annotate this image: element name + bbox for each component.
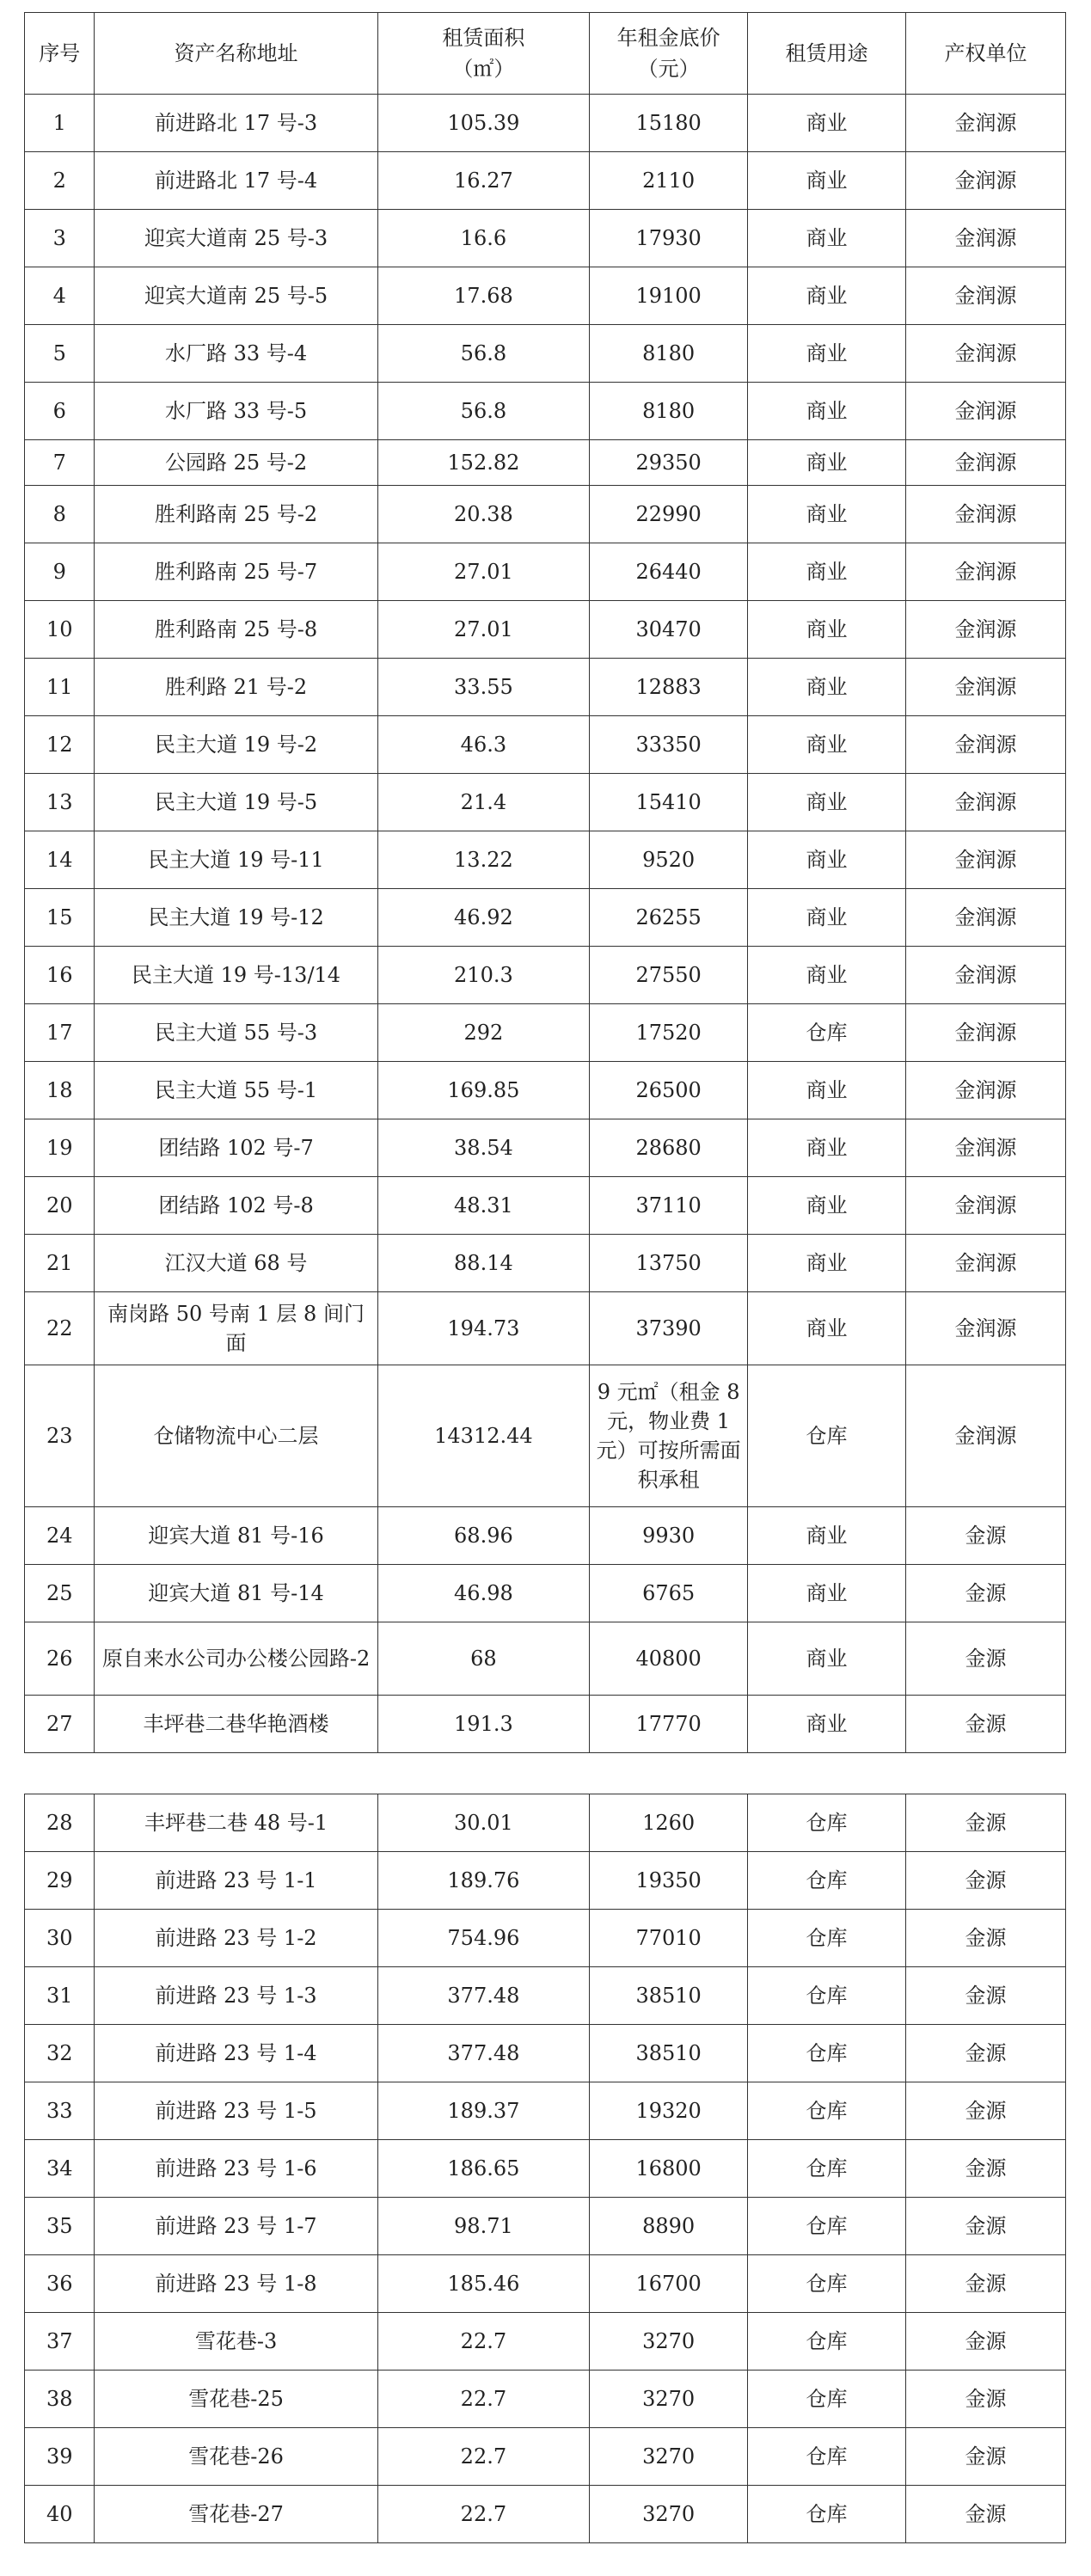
cell-name: 雪花巷-25: [95, 2371, 377, 2428]
cell-owner: 金源: [905, 1967, 1065, 2025]
cell-area: 105.39: [377, 95, 590, 152]
cell-name: 民主大道 55 号-1: [95, 1062, 377, 1119]
cell-rent: 17930: [590, 210, 748, 267]
cell-owner: 金源: [905, 2313, 1065, 2371]
cell-name: 水厂路 33 号-5: [95, 383, 377, 440]
cell-usage: 商业: [748, 889, 906, 947]
cell-name: 民主大道 19 号-2: [95, 716, 377, 774]
cell-name: 前进路北 17 号-3: [95, 95, 377, 152]
header-rent-line1: 年租金底价: [616, 26, 720, 50]
cell-name: 丰坪巷二巷华艳酒楼: [95, 1696, 377, 1753]
cell-no: 1: [25, 95, 95, 152]
cell-rent: 17520: [590, 1004, 748, 1062]
cell-rent: 9930: [590, 1507, 748, 1565]
cell-owner: 金源: [905, 2486, 1065, 2543]
cell-rent: 3270: [590, 2428, 748, 2486]
cell-no: 12: [25, 716, 95, 774]
cell-no: 4: [25, 267, 95, 325]
cell-rent: 19100: [590, 267, 748, 325]
cell-owner: 金源: [905, 2082, 1065, 2140]
cell-usage: 仓库: [748, 1967, 906, 2025]
cell-usage: 商业: [748, 95, 906, 152]
cell-owner: 金源: [905, 1696, 1065, 1753]
cell-rent: 26500: [590, 1062, 748, 1119]
cell-no: 34: [25, 2140, 95, 2198]
cell-name: 民主大道 19 号-12: [95, 889, 377, 947]
header-area-line1: 租赁面积: [442, 26, 525, 50]
cell-area: 38.54: [377, 1119, 590, 1177]
cell-rent: 26440: [590, 543, 748, 601]
cell-area: 754.96: [377, 1910, 590, 1967]
cell-no: 20: [25, 1177, 95, 1235]
cell-name: 前进路 23 号 1-1: [95, 1852, 377, 1910]
table-row: [25, 2313, 1066, 2371]
cell-usage: 商业: [748, 1177, 906, 1235]
cell-rent: 9 元㎡（租金 8 元，物业费 1 元）可按所需面积承租: [590, 1365, 748, 1507]
cell-usage: 商业: [748, 152, 906, 210]
table-row: [25, 2371, 1066, 2428]
cell-usage: 仓库: [748, 2371, 906, 2428]
cell-rent: 3270: [590, 2313, 748, 2371]
cell-no: 8: [25, 486, 95, 543]
cell-area: 56.8: [377, 383, 590, 440]
cell-rent: 26255: [590, 889, 748, 947]
cell-no: 38: [25, 2371, 95, 2428]
cell-rent: 37390: [590, 1292, 748, 1365]
cell-no: 25: [25, 1565, 95, 1622]
cell-no: 36: [25, 2255, 95, 2313]
table-row: [25, 486, 1066, 543]
cell-no: 7: [25, 440, 95, 486]
cell-owner: 金润源: [905, 152, 1065, 210]
cell-rent: 37110: [590, 1177, 748, 1235]
cell-no: 9: [25, 543, 95, 601]
cell-usage: 仓库: [748, 1852, 906, 1910]
cell-usage: 商业: [748, 486, 906, 543]
cell-area: 189.37: [377, 2082, 590, 2140]
cell-name: 前进路 23 号 1-7: [95, 2198, 377, 2255]
cell-usage: 仓库: [748, 1794, 906, 1852]
cell-area: 14312.44: [377, 1365, 590, 1507]
cell-name: 雪花巷-27: [95, 2486, 377, 2543]
cell-usage: 商业: [748, 716, 906, 774]
cell-no: 33: [25, 2082, 95, 2140]
cell-no: 27: [25, 1696, 95, 1753]
table-row: [25, 325, 1066, 383]
cell-area: 17.68: [377, 267, 590, 325]
cell-owner: 金润源: [905, 1062, 1065, 1119]
cell-name: 迎宾大道 81 号-16: [95, 1507, 377, 1565]
cell-rent: 12883: [590, 659, 748, 716]
cell-usage: 商业: [748, 1696, 906, 1753]
cell-usage: 商业: [748, 1507, 906, 1565]
table-row: [25, 267, 1066, 325]
cell-area: 22.7: [377, 2313, 590, 2371]
cell-no: 18: [25, 1062, 95, 1119]
table-row: [25, 2198, 1066, 2255]
cell-no: 6: [25, 383, 95, 440]
table-header-row: [25, 13, 1066, 95]
cell-rent: 8180: [590, 325, 748, 383]
cell-rent: 30470: [590, 601, 748, 659]
table-row: [25, 831, 1066, 889]
cell-name: 前进路 23 号 1-2: [95, 1910, 377, 1967]
cell-no: 35: [25, 2198, 95, 2255]
cell-name: 前进路 23 号 1-4: [95, 2025, 377, 2082]
cell-usage: 仓库: [748, 1004, 906, 1062]
cell-no: 14: [25, 831, 95, 889]
cell-name: 胜利路南 25 号-8: [95, 601, 377, 659]
header-rent: [590, 13, 748, 95]
table-row: [25, 2082, 1066, 2140]
cell-name: 前进路 23 号 1-3: [95, 1967, 377, 2025]
cell-owner: 金源: [905, 2140, 1065, 2198]
cell-no: 29: [25, 1852, 95, 1910]
cell-name: 江汉大道 68 号: [95, 1235, 377, 1292]
cell-area: 30.01: [377, 1794, 590, 1852]
cell-name: 前进路 23 号 1-6: [95, 2140, 377, 2198]
cell-rent: 8890: [590, 2198, 748, 2255]
cell-usage: 仓库: [748, 2486, 906, 2543]
table-row: [25, 2255, 1066, 2313]
cell-area: 22.7: [377, 2371, 590, 2428]
cell-usage: 商业: [748, 774, 906, 831]
cell-owner: 金润源: [905, 1177, 1065, 1235]
cell-owner: 金润源: [905, 659, 1065, 716]
cell-area: 377.48: [377, 2025, 590, 2082]
table-row: [25, 659, 1066, 716]
cell-owner: 金润源: [905, 889, 1065, 947]
cell-no: 11: [25, 659, 95, 716]
header-usage: 租赁用途: [748, 13, 906, 95]
cell-area: 13.22: [377, 831, 590, 889]
cell-no: 5: [25, 325, 95, 383]
cell-name: 民主大道 19 号-5: [95, 774, 377, 831]
cell-usage: 商业: [748, 267, 906, 325]
cell-owner: 金润源: [905, 486, 1065, 543]
table-row: [25, 2140, 1066, 2198]
cell-name: 迎宾大道南 25 号-3: [95, 210, 377, 267]
cell-usage: 商业: [748, 325, 906, 383]
cell-no: 26: [25, 1622, 95, 1696]
cell-owner: 金润源: [905, 210, 1065, 267]
cell-area: 48.31: [377, 1177, 590, 1235]
cell-area: 292: [377, 1004, 590, 1062]
cell-area: 27.01: [377, 601, 590, 659]
cell-usage: 商业: [748, 1292, 906, 1365]
header-no: 序号: [25, 13, 95, 95]
table-row: [25, 774, 1066, 831]
cell-area: 22.7: [377, 2428, 590, 2486]
cell-rent: 2110: [590, 152, 748, 210]
cell-usage: 商业: [748, 383, 906, 440]
cell-rent: 19320: [590, 2082, 748, 2140]
cell-owner: 金源: [905, 2025, 1065, 2082]
table-row: [25, 2428, 1066, 2486]
table-row: [25, 1004, 1066, 1062]
cell-area: 27.01: [377, 543, 590, 601]
cell-owner: 金润源: [905, 1292, 1065, 1365]
cell-owner: 金润源: [905, 947, 1065, 1004]
table-row: [25, 1852, 1066, 1910]
table-row: [25, 1235, 1066, 1292]
cell-no: 16: [25, 947, 95, 1004]
cell-usage: 商业: [748, 831, 906, 889]
header-name: 资产名称地址: [95, 13, 377, 95]
cell-usage: 商业: [748, 659, 906, 716]
cell-rent: 6765: [590, 1565, 748, 1622]
table-row: [25, 440, 1066, 486]
cell-owner: 金源: [905, 2428, 1065, 2486]
cell-no: 30: [25, 1910, 95, 1967]
cell-area: 186.65: [377, 2140, 590, 2198]
cell-rent: 29350: [590, 440, 748, 486]
cell-owner: 金润源: [905, 543, 1065, 601]
cell-owner: 金润源: [905, 325, 1065, 383]
cell-usage: 仓库: [748, 2428, 906, 2486]
cell-usage: 仓库: [748, 2198, 906, 2255]
cell-name: 南岗路 50 号南 1 层 8 间门面: [95, 1292, 377, 1365]
cell-owner: 金源: [905, 1565, 1065, 1622]
header-rent-line2: （元）: [637, 57, 700, 81]
cell-name: 雪花巷-26: [95, 2428, 377, 2486]
cell-area: 21.4: [377, 774, 590, 831]
cell-rent: 22990: [590, 486, 748, 543]
cell-name: 仓储物流中心二层: [95, 1365, 377, 1507]
table-row: [25, 1177, 1066, 1235]
cell-area: 185.46: [377, 2255, 590, 2313]
cell-rent: 27550: [590, 947, 748, 1004]
cell-no: 17: [25, 1004, 95, 1062]
cell-name: 民主大道 55 号-3: [95, 1004, 377, 1062]
header-area-line2: （㎡）: [452, 57, 515, 81]
cell-owner: 金源: [905, 1794, 1065, 1852]
cell-usage: 商业: [748, 210, 906, 267]
table-row: [25, 1696, 1066, 1753]
cell-name: 丰坪巷二巷 48 号-1: [95, 1794, 377, 1852]
table-row: [25, 1794, 1066, 1852]
cell-owner: 金润源: [905, 1004, 1065, 1062]
cell-no: 23: [25, 1365, 95, 1507]
cell-rent: 15410: [590, 774, 748, 831]
cell-rent: 33350: [590, 716, 748, 774]
cell-rent: 77010: [590, 1910, 748, 1967]
cell-usage: 商业: [748, 1119, 906, 1177]
cell-owner: 金源: [905, 1852, 1065, 1910]
cell-usage: 仓库: [748, 2313, 906, 2371]
table-row: [25, 383, 1066, 440]
cell-rent: 3270: [590, 2371, 748, 2428]
table-row: [25, 152, 1066, 210]
cell-rent: 38510: [590, 1967, 748, 2025]
cell-name: 前进路 23 号 1-5: [95, 2082, 377, 2140]
cell-owner: 金润源: [905, 601, 1065, 659]
cell-name: 前进路北 17 号-4: [95, 152, 377, 210]
cell-area: 189.76: [377, 1852, 590, 1910]
cell-owner: 金润源: [905, 774, 1065, 831]
table-row: [25, 210, 1066, 267]
cell-area: 210.3: [377, 947, 590, 1004]
cell-area: 56.8: [377, 325, 590, 383]
cell-area: 20.38: [377, 486, 590, 543]
cell-name: 胜利路南 25 号-2: [95, 486, 377, 543]
cell-rent: 8180: [590, 383, 748, 440]
table-row: [25, 1507, 1066, 1565]
table-row: [25, 1622, 1066, 1696]
cell-no: 19: [25, 1119, 95, 1177]
cell-owner: 金润源: [905, 267, 1065, 325]
cell-usage: 商业: [748, 601, 906, 659]
cell-no: 3: [25, 210, 95, 267]
cell-no: 40: [25, 2486, 95, 2543]
table-row: [25, 601, 1066, 659]
cell-owner: 金源: [905, 2371, 1065, 2428]
table-row: [25, 2486, 1066, 2543]
cell-name: 迎宾大道南 25 号-5: [95, 267, 377, 325]
cell-rent: 13750: [590, 1235, 748, 1292]
cell-owner: 金源: [905, 2255, 1065, 2313]
cell-owner: 金源: [905, 1622, 1065, 1696]
cell-area: 33.55: [377, 659, 590, 716]
cell-rent: 16800: [590, 2140, 748, 2198]
cell-owner: 金源: [905, 2198, 1065, 2255]
cell-area: 46.92: [377, 889, 590, 947]
cell-no: 39: [25, 2428, 95, 2486]
cell-usage: 商业: [748, 947, 906, 1004]
cell-owner: 金润源: [905, 383, 1065, 440]
cell-usage: 仓库: [748, 2025, 906, 2082]
cell-no: 37: [25, 2313, 95, 2371]
cell-usage: 商业: [748, 543, 906, 601]
cell-usage: 仓库: [748, 1365, 906, 1507]
table-row: [25, 1565, 1066, 1622]
cell-area: 46.98: [377, 1565, 590, 1622]
cell-owner: 金润源: [905, 95, 1065, 152]
cell-area: 16.6: [377, 210, 590, 267]
table-row: [25, 95, 1066, 152]
cell-area: 152.82: [377, 440, 590, 486]
cell-no: 32: [25, 2025, 95, 2082]
cell-area: 377.48: [377, 1967, 590, 2025]
cell-name: 迎宾大道 81 号-14: [95, 1565, 377, 1622]
table-row: [25, 1292, 1066, 1365]
cell-usage: 仓库: [748, 2255, 906, 2313]
cell-usage: 仓库: [748, 2140, 906, 2198]
cell-rent: 19350: [590, 1852, 748, 1910]
cell-area: 98.71: [377, 2198, 590, 2255]
cell-usage: 商业: [748, 1565, 906, 1622]
cell-area: 46.3: [377, 716, 590, 774]
cell-rent: 9520: [590, 831, 748, 889]
cell-area: 169.85: [377, 1062, 590, 1119]
cell-rent: 3270: [590, 2486, 748, 2543]
table-row: [25, 716, 1066, 774]
cell-rent: 38510: [590, 2025, 748, 2082]
cell-owner: 金润源: [905, 1365, 1065, 1507]
cell-rent: 17770: [590, 1696, 748, 1753]
table-row: [25, 543, 1066, 601]
cell-no: 2: [25, 152, 95, 210]
table-row: [25, 1365, 1066, 1507]
table-row: [25, 1119, 1066, 1177]
cell-usage: 商业: [748, 1235, 906, 1292]
cell-name: 民主大道 19 号-11: [95, 831, 377, 889]
cell-rent: 16700: [590, 2255, 748, 2313]
table-row: [25, 889, 1066, 947]
cell-usage: 仓库: [748, 2082, 906, 2140]
table-row: [25, 1910, 1066, 1967]
header-area: [377, 13, 590, 95]
asset-lease-table-part-2: [24, 1794, 1066, 2543]
cell-usage: 商业: [748, 1622, 906, 1696]
cell-rent: 1260: [590, 1794, 748, 1852]
table-row: [25, 1062, 1066, 1119]
cell-no: 31: [25, 1967, 95, 2025]
cell-owner: 金源: [905, 1910, 1065, 1967]
cell-area: 68: [377, 1622, 590, 1696]
cell-usage: 商业: [748, 1062, 906, 1119]
cell-no: 15: [25, 889, 95, 947]
cell-name: 原自来水公司办公楼公园路-2: [95, 1622, 377, 1696]
cell-name: 民主大道 19 号-13/14: [95, 947, 377, 1004]
cell-name: 胜利路 21 号-2: [95, 659, 377, 716]
cell-owner: 金润源: [905, 831, 1065, 889]
cell-name: 雪花巷-3: [95, 2313, 377, 2371]
table-row: [25, 947, 1066, 1004]
cell-owner: 金润源: [905, 440, 1065, 486]
cell-owner: 金润源: [905, 1119, 1065, 1177]
cell-area: 22.7: [377, 2486, 590, 2543]
cell-rent: 15180: [590, 95, 748, 152]
cell-no: 28: [25, 1794, 95, 1852]
header-owner: 产权单位: [905, 13, 1065, 95]
cell-no: 22: [25, 1292, 95, 1365]
table-row: [25, 1967, 1066, 2025]
table-row: [25, 2025, 1066, 2082]
cell-name: 水厂路 33 号-4: [95, 325, 377, 383]
cell-name: 胜利路南 25 号-7: [95, 543, 377, 601]
cell-no: 13: [25, 774, 95, 831]
cell-usage: 仓库: [748, 1910, 906, 1967]
cell-owner: 金源: [905, 1507, 1065, 1565]
cell-area: 88.14: [377, 1235, 590, 1292]
cell-name: 团结路 102 号-7: [95, 1119, 377, 1177]
cell-area: 194.73: [377, 1292, 590, 1365]
cell-no: 10: [25, 601, 95, 659]
cell-owner: 金润源: [905, 716, 1065, 774]
cell-rent: 40800: [590, 1622, 748, 1696]
cell-area: 191.3: [377, 1696, 590, 1753]
cell-area: 16.27: [377, 152, 590, 210]
cell-name: 前进路 23 号 1-8: [95, 2255, 377, 2313]
cell-area: 68.96: [377, 1507, 590, 1565]
cell-name: 公园路 25 号-2: [95, 440, 377, 486]
cell-owner: 金润源: [905, 1235, 1065, 1292]
cell-name: 团结路 102 号-8: [95, 1177, 377, 1235]
asset-lease-table-part-1: [24, 12, 1066, 1753]
cell-usage: 商业: [748, 440, 906, 486]
cell-no: 21: [25, 1235, 95, 1292]
cell-rent: 28680: [590, 1119, 748, 1177]
cell-no: 24: [25, 1507, 95, 1565]
